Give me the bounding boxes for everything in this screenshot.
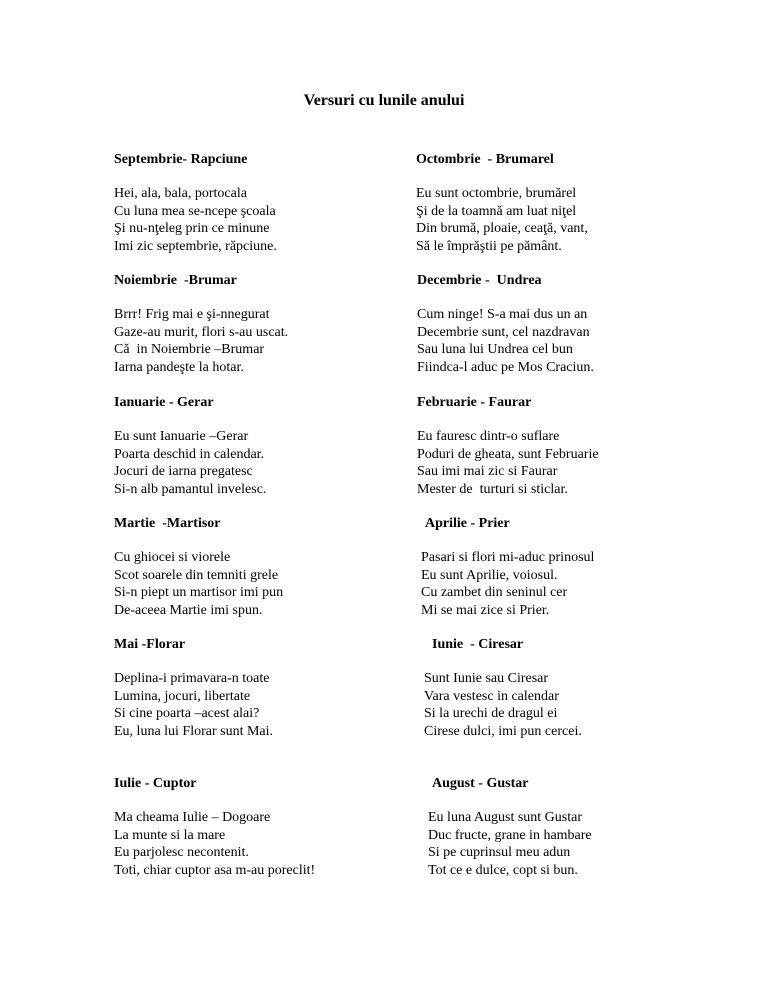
poem-lines [417, 306, 717, 376]
poem-line: Sau luna lui Undrea cel bun [417, 342, 573, 357]
poem-line: Ma cheama Iulie – Dogoare [114, 810, 271, 825]
poem-lines [114, 428, 414, 498]
page-title: Versuri cu lunile anului [303, 92, 465, 109]
poem-line: Eu sunt octombrie, brumărel [416, 186, 577, 201]
poem-lines [114, 185, 414, 255]
poem-march [114, 515, 414, 619]
poem-may [114, 636, 414, 740]
poem-lines [417, 428, 717, 498]
poem-line: Şi de la toamnă am luat niţel [416, 203, 577, 219]
poem-line: Duc fructe, grane in hambare [428, 827, 592, 843]
poem-line: Cu zambet din seninul cer [421, 585, 568, 600]
poem-title: August - Gustar [432, 776, 529, 791]
poem-line: Si cine poarta –acest alai? [114, 706, 260, 721]
poem-line: Cu luna mea se-ncepe şcoala [114, 203, 276, 219]
poem-august [428, 775, 728, 879]
poem-line: Deplina-i primavara-n toate [114, 671, 270, 686]
poem-title: Septembrie- Rapciune [114, 152, 248, 167]
poem-title: Iunie - Ciresar [432, 637, 524, 652]
poem-april [421, 515, 721, 619]
poem-line: Sau imi mai zic si Faurar [417, 464, 558, 479]
poem-title: Februarie - Faurar [417, 395, 532, 410]
poem-january [114, 394, 414, 498]
poem-line: Sunt Iunie sau Ciresar [424, 671, 549, 686]
poem-line: Poduri de gheata, sunt Februarie [417, 446, 599, 462]
poem-line: Gaze-au murit, flori s-au uscat. [114, 324, 289, 340]
poem-lines [421, 549, 721, 619]
poem-june [424, 636, 724, 740]
poem-line: Cum ninge! S-a mai dus un an [417, 307, 588, 322]
poem-november [114, 272, 414, 376]
poem-february [417, 394, 717, 498]
poem-line: Brrr! Frig mai e şi-nnegurat [114, 307, 270, 322]
poem-line: Fiindca-l aduc pe Mos Craciun. [417, 359, 594, 375]
poem-september [114, 151, 414, 255]
poem-july [114, 775, 414, 879]
poem-title: Decembrie - Undrea [417, 273, 542, 288]
poem-line: Vara vestesc in calendar [424, 688, 559, 704]
poem-line: Jocuri de iarna pregatesc [114, 464, 253, 479]
poem-line: Eu parjolesc necontenit. [114, 845, 249, 860]
poem-line: Eu, luna lui Florar sunt Mai. [114, 723, 274, 739]
poem-line: Pasari si flori mi-aduc prinosul [421, 550, 595, 565]
poem-line: Toti, chiar cuptor asa m-au poreclit! [114, 862, 316, 878]
poem-title: Martie -Martisor [114, 516, 221, 531]
poem-line: La munte si la mare [114, 827, 226, 843]
poem-line: Mester de turturi si sticlar. [417, 481, 568, 497]
poem-title: Iulie - Cuptor [114, 776, 197, 791]
poem-line: De-aceea Martie imi spun. [114, 602, 263, 618]
poem-lines [114, 306, 414, 376]
poem-line: Decembrie sunt, cel nazdravan [417, 324, 590, 340]
poem-line: Din brumă, ploaie, ceaţă, vant, [416, 221, 588, 236]
poem-line: Cirese dulci, imi pun cercei. [424, 723, 582, 739]
poem-line: Eu sunt Aprilie, voiosul. [421, 567, 558, 583]
poem-line: Tot ce e dulce, copt si bun. [428, 862, 578, 878]
poem-line: Cu ghiocei si viorele [114, 550, 231, 565]
poem-line: Scot soarele din temniti grele [114, 567, 279, 583]
poem-line: Imi zic septembrie, răpciune. [114, 238, 277, 254]
poem-line: Şi nu-nţeleg prin ce minune [114, 221, 270, 236]
poem-lines [424, 670, 724, 740]
poem-lines [114, 549, 414, 619]
poem-title: Noiembrie -Brumar [114, 273, 237, 288]
poem-line: Eu luna August sunt Gustar [428, 810, 582, 825]
poem-lines [428, 809, 728, 879]
poem-line: Poarta deschid in calendar. [114, 446, 265, 462]
poem-title: Octombrie - Brumarel [416, 152, 554, 167]
poem-line: Si la urechi de dragul ei [424, 706, 558, 721]
poem-title: Aprilie - Prier [425, 516, 510, 531]
poem-line: Hei, ala, bala, portocala [114, 186, 247, 201]
poem-line: Iarna pandeşte la hotar. [114, 359, 244, 375]
poem-title: Mai -Florar [114, 637, 186, 652]
poem-line: Să le împrăştii pe pământ. [416, 238, 562, 254]
poem-line: Că in Noiembrie –Brumar [114, 342, 265, 357]
poem-lines [416, 185, 716, 255]
poem-october [416, 151, 716, 255]
poem-line: Si pe cuprinsul meu adun [428, 845, 571, 860]
poem-line: Si-n piept un martisor imi pun [114, 585, 284, 600]
poem-line: Eu fauresc dintr-o suflare [417, 429, 560, 444]
poem-line: Mi se mai zice si Prier. [421, 602, 550, 618]
poem-line: Lumina, jocuri, libertate [114, 688, 251, 704]
poem-title: Ianuarie - Gerar [114, 395, 214, 410]
poem-lines [114, 670, 414, 740]
poem-lines [114, 809, 414, 879]
poem-line: Eu sunt Ianuarie –Gerar [114, 429, 249, 444]
poem-line: Si-n alb pamantul invelesc. [114, 481, 267, 497]
poem-december [417, 272, 717, 376]
